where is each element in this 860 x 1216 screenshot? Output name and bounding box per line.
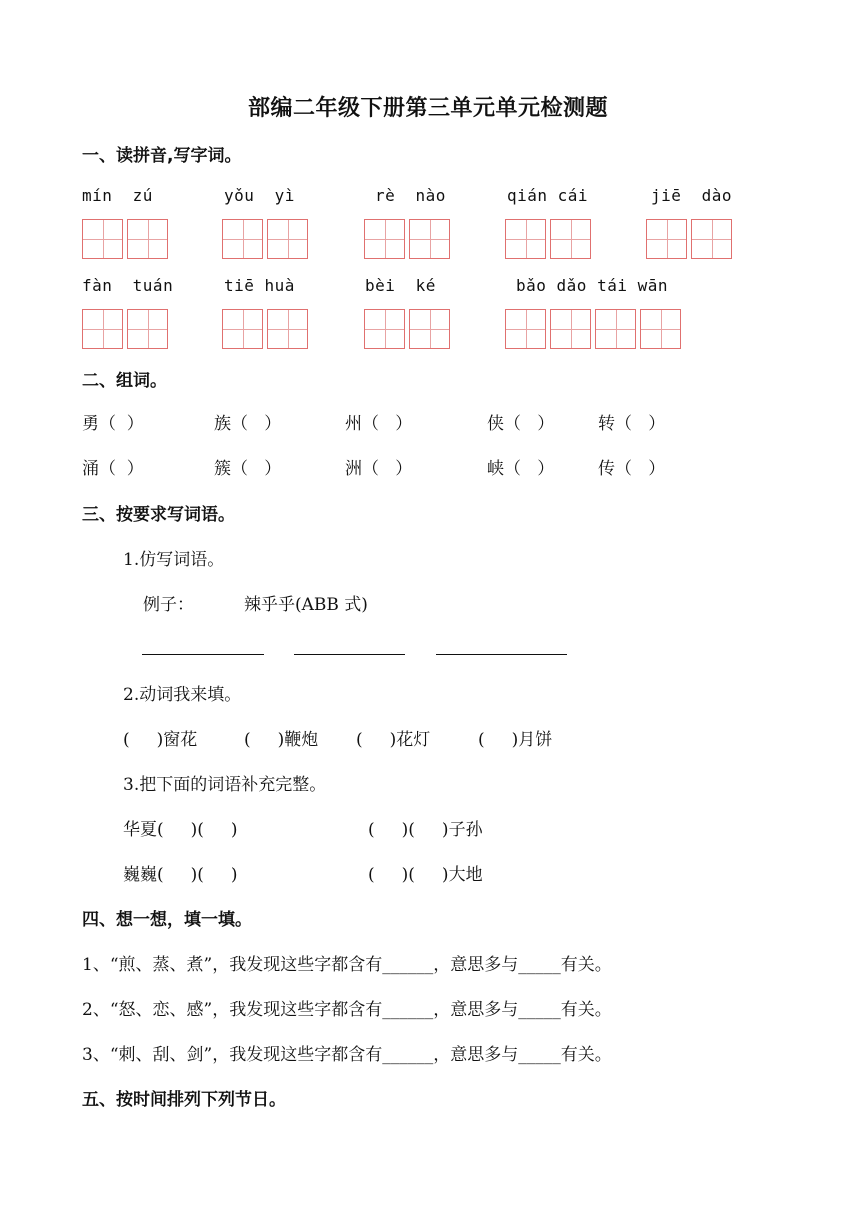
word-item: 传（ ） [598,459,666,479]
writing-grid[interactable] [505,309,685,349]
pinyin-label: yǒu yì [224,186,295,205]
writing-grid[interactable] [364,309,454,349]
answer-blank[interactable] [294,654,405,655]
pinyin-label: rè nào [375,186,446,205]
question-1: 1.仿写词语。 [123,550,225,570]
pinyin-label: mín zú [82,186,153,205]
verb-item: ( )鞭炮 [244,730,319,750]
example-label: 例子： [143,595,194,615]
word-item: 洲（ ） [345,459,413,479]
answer-blank[interactable] [436,654,567,655]
pinyin-label: jiē dào [651,186,733,205]
writing-grid[interactable] [505,219,595,259]
question-2: 2.动词我来填。 [123,685,242,705]
pinyin-label: fàn tuán [82,276,174,295]
pinyin-label: qián cái [507,186,589,205]
word-item: 族（ ） [214,414,282,434]
section3-heading: 三、按要求写词语。 [82,505,235,525]
pinyin-label: bǎo dǎo tái wān [516,276,668,295]
page-title: 部编二年级下册第三单元单元检测题 [248,96,609,121]
writing-grid[interactable] [82,309,172,349]
writing-grid[interactable] [222,309,312,349]
word-item: 簇（ ） [214,459,282,479]
section5-heading: 五、按时间排列下列节日。 [82,1090,286,1110]
pinyin-label: tiē huà [224,276,295,295]
fill-item: 2、“怒、恋、感”，我发现这些字都含有______，意思多与_____有关。 [82,1000,612,1020]
section1-heading: 一、读拼音,写字词。 [82,146,242,166]
answer-blank[interactable] [142,654,264,655]
idiom-item: 巍巍( )( ) [123,865,238,885]
section4-heading: 四、想一想，填一填。 [82,910,252,930]
fill-item: 3、“刺、刮、剑”，我发现这些字都含有______，意思多与_____有关。 [82,1045,612,1065]
verb-item: ( )花灯 [356,730,431,750]
word-item: 涌（ ） [82,459,144,479]
idiom-item: 华夏( )( ) [123,820,238,840]
pinyin-label: bèi ké [365,276,436,295]
word-item: 转（ ） [598,414,666,434]
question-3: 3.把下面的词语补充完整。 [123,775,327,795]
word-item: 峡（ ） [487,459,555,479]
example-value: 辣乎乎(ABB 式) [244,595,368,615]
idiom-item: ( )( )大地 [368,865,483,885]
word-item: 州（ ） [345,414,413,434]
writing-grid[interactable] [82,219,172,259]
writing-grid[interactable] [646,219,736,259]
word-item: 勇（ ） [82,414,144,434]
idiom-item: ( )( )子孙 [368,820,483,840]
writing-grid[interactable] [222,219,312,259]
fill-item: 1、“煎、蒸、煮”，我发现这些字都含有______，意思多与_____有关。 [82,955,612,975]
verb-item: ( )月饼 [478,730,553,750]
section2-heading: 二、组词。 [82,371,167,391]
verb-item: ( )窗花 [123,730,198,750]
word-item: 侠（ ） [487,414,555,434]
writing-grid[interactable] [364,219,454,259]
